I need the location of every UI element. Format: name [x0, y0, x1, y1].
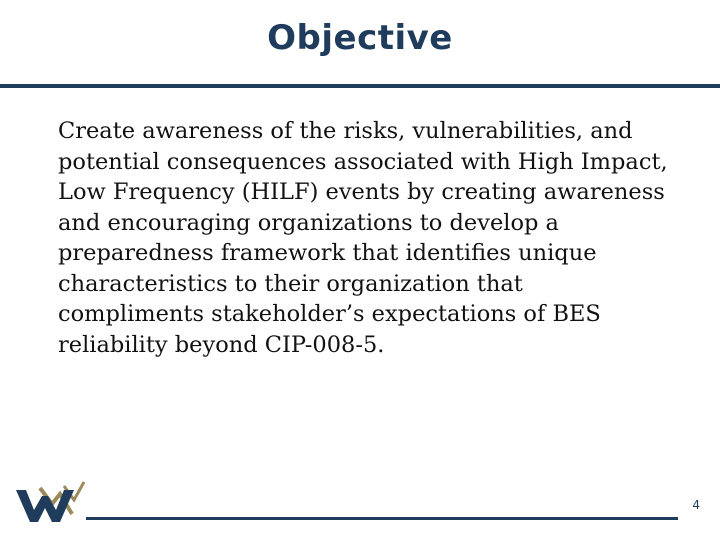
wecc-w-logo-icon: [14, 478, 86, 524]
objective-body-text: Create awareness of the risks, vulnerabilities, and potential consequences associated with High Impact, Low Frequency (HILF) events by creating awareness and encouraging organizations to develop a preparedness framework that identifies unique characteristics to their organization that compliments stakeholder’s expectations of BES reliability beyond CIP-008-5.: [58, 118, 668, 358]
slide-title: Objective: [267, 18, 453, 58]
footer-divider: [86, 517, 678, 520]
page-number: 4: [692, 498, 700, 512]
title-divider: [0, 84, 720, 88]
